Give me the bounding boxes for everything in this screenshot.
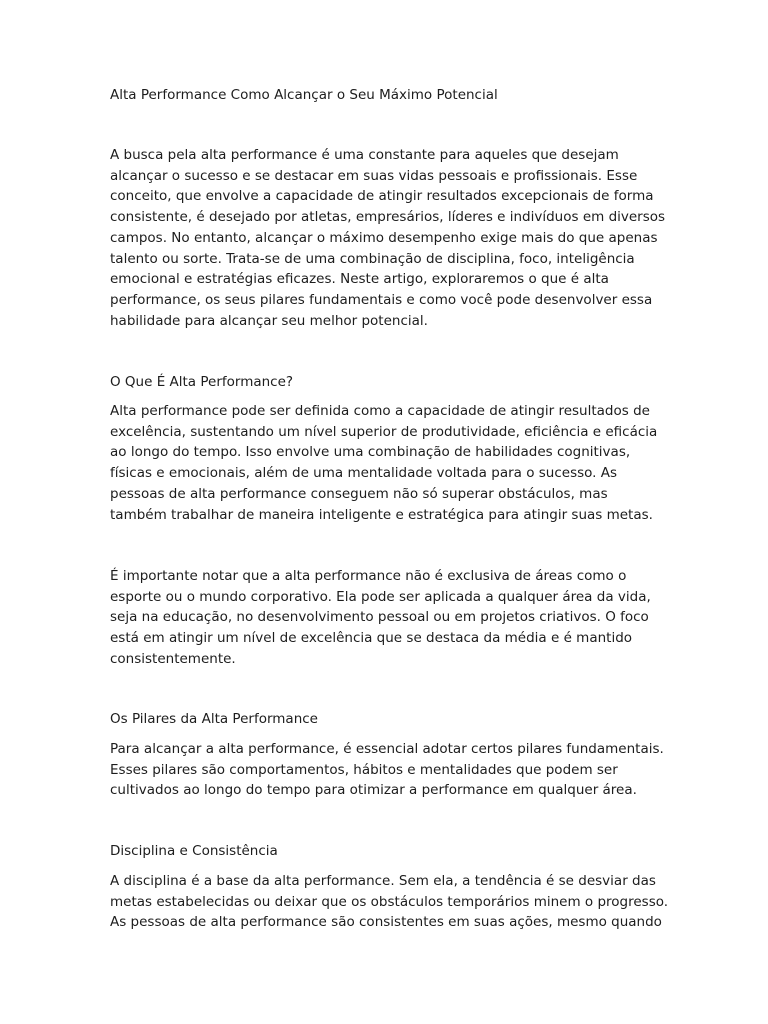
paragraph-line: A disciplina é a base da alta performance. Sem ela, a tendência é se desviar das <box>110 873 656 889</box>
paragraph-line: excelência, sustentando um nível superior de produtividade, eficiência e eficácia <box>110 423 658 440</box>
paragraph-line: seja na educação, no desenvolvimento pessoal ou em projetos criativos. O foco <box>110 609 649 626</box>
paragraph-line: É importante notar que a alta performance não é exclusiva de áreas como o <box>110 568 627 584</box>
intro-line: emocional e estratégias eficazes. Neste artigo, exploraremos o que é alta <box>110 271 609 288</box>
section-heading-discipline: Disciplina e Consistência <box>110 843 278 859</box>
intro-line: habilidade para alcançar seu melhor potencial. <box>110 312 428 329</box>
section-heading-pillars: Os Pilares da Alta Performance <box>110 711 318 727</box>
paragraph-line: Para alcançar a alta performance, é essencial adotar certos pilares fundamentais. <box>110 741 664 757</box>
intro-line: consistente, é desejado por atletas, empresários, líderes e indivíduos em diversos <box>110 209 666 226</box>
intro-paragraph <box>110 145 670 331</box>
intro-line: campos. No entanto, alcançar o máximo desempenho exige mais do que apenas <box>110 229 658 246</box>
section-heading-what-is: O Que É Alta Performance? <box>110 374 294 390</box>
intro-line: alcançar o sucesso e se destacar em suas vidas pessoais e profissionais. Esse <box>110 167 638 184</box>
document-title: Alta Performance Como Alcançar o Seu Máximo Potencial <box>110 87 498 103</box>
paragraph-line: cultivados ao longo do tempo para otimizar a performance em qualquer área. <box>110 782 637 799</box>
intro-line: performance, os seus pilares fundamentais e como você pode desenvolver essa <box>110 291 653 308</box>
what-is-paragraph-1 <box>110 401 670 525</box>
paragraph-line: As pessoas de alta performance são consistentes em suas ações, mesmo quando <box>110 914 662 931</box>
paragraph-line: físicas e emocionais, além de uma mentalidade voltada para o sucesso. As <box>110 465 618 482</box>
paragraph-line: consistentemente. <box>110 650 236 667</box>
intro-line: A busca pela alta performance é uma constante para aqueles que desejam <box>110 147 619 163</box>
what-is-paragraph-2 <box>110 566 670 670</box>
paragraph-line: metas estabelecidas ou deixar que os obstáculos temporários minem o progresso. <box>110 893 669 910</box>
paragraph-line: esporte ou o mundo corporativo. Ela pode ser aplicada a qualquer área da vida, <box>110 588 651 605</box>
paragraph-line: está em atingir um nível de excelência que se destaca da média e é mantido <box>110 630 633 647</box>
intro-line: talento ou sorte. Trata-se de uma combinação de disciplina, foco, inteligência <box>110 250 635 267</box>
paragraph-line: Esses pilares são comportamentos, hábitos e mentalidades que podem ser <box>110 761 618 778</box>
discipline-paragraph <box>110 871 670 933</box>
pillars-paragraph <box>110 739 670 801</box>
intro-line: conceito, que envolve a capacidade de atingir resultados excepcionais de forma <box>110 188 654 205</box>
paragraph-line: ao longo do tempo. Isso envolve uma combinação de habilidades cognitivas, <box>110 444 631 461</box>
paragraph-line: também trabalhar de maneira inteligente e estratégica para atingir suas metas. <box>110 506 653 523</box>
paragraph-line: Alta performance pode ser definida como a capacidade de atingir resultados de <box>110 403 650 419</box>
paragraph-line: pessoas de alta performance conseguem não só superar obstáculos, mas <box>110 485 608 502</box>
